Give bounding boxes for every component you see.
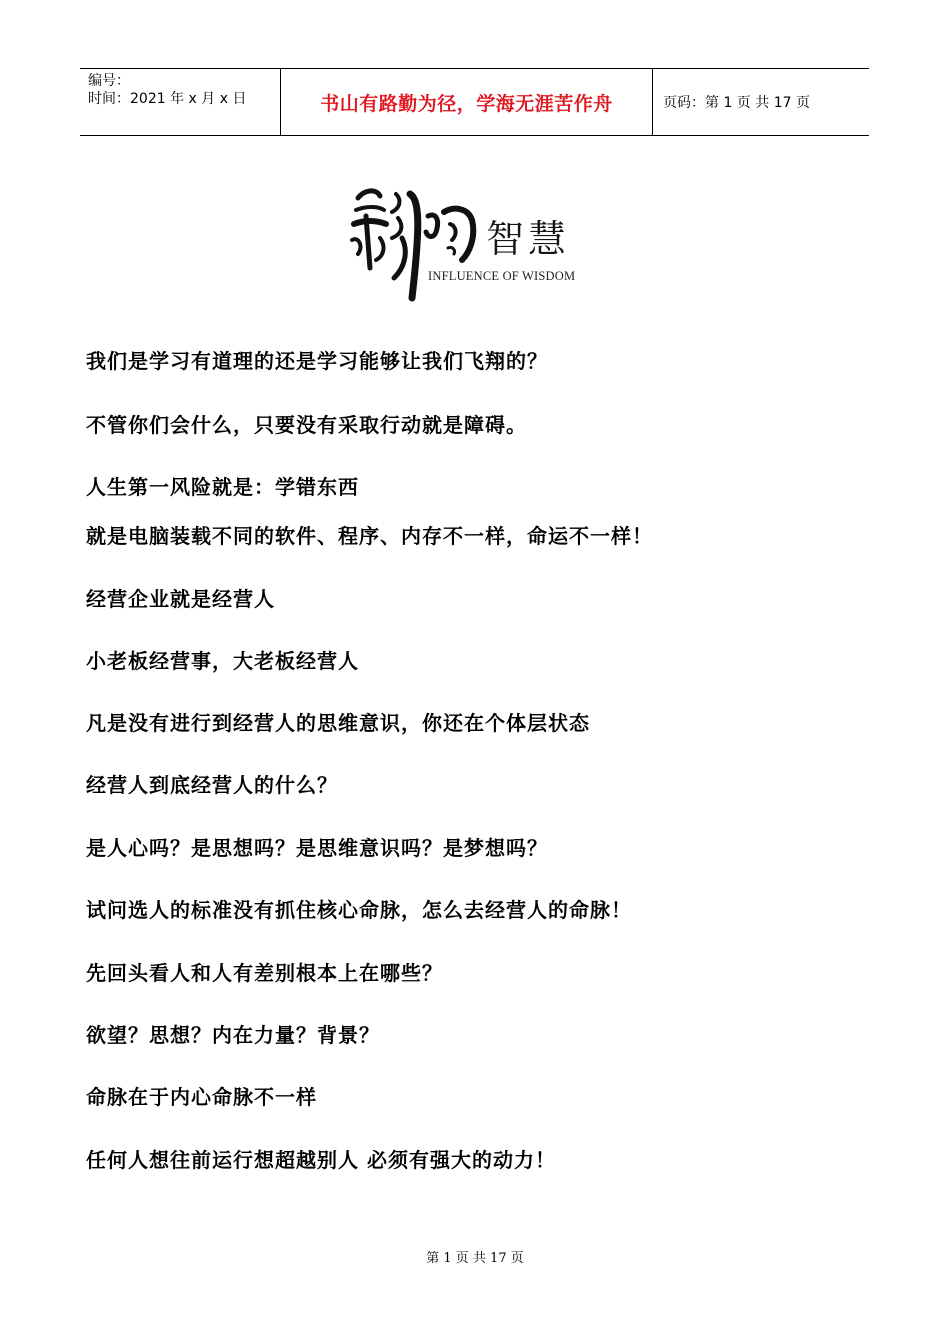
body-line: 经营企业就是经营人 (86, 587, 275, 611)
logo-chinese-text: 智慧 (486, 217, 571, 261)
header-motto-cell (281, 69, 653, 135)
document-date-label: 时间：2021 年 x 月 x 日 (88, 91, 247, 107)
body-line: 任何人想往前运行想超越别人 必须有强大的动力！ (86, 1148, 556, 1172)
body-line: 不管你们会什么，只要没有采取行动就是障碍。 (86, 413, 527, 437)
document-header (80, 68, 869, 136)
logo-english-text: INFLUENCE OF WISDOM (428, 269, 576, 283)
body-line: 我们是学习有道理的还是学习能够让我们飞翔的？ (86, 349, 548, 373)
header-page-label: 页码：第 1 页 共 17 页 (663, 95, 810, 111)
page-footer (0, 1247, 950, 1266)
body-line: 就是电脑装载不同的软件、程序、内存不一样，命运不一样！ (86, 524, 653, 548)
body-line: 人生第一风险就是：学错东西 (86, 475, 359, 499)
body-line: 是人心吗？是思想吗？是思维意识吗？是梦想吗？ (86, 836, 548, 860)
header-meta-cell (80, 69, 281, 135)
body-line: 试问选人的标准没有抓住核心命脉，怎么去经营人的命脉！ (86, 898, 632, 922)
body-line: 小老板经营事，大老板经营人 (86, 649, 359, 673)
header-motto: 书山有路勤为径，学海无涯苦作舟 (320, 92, 613, 115)
body-line: 命脉在于内心命脉不一样 (86, 1085, 317, 1109)
body-line: 欲望？思想？内在力量？背景？ (86, 1023, 380, 1047)
calligraphy-mark-icon (336, 176, 486, 311)
influence-of-wisdom-logo (336, 176, 616, 311)
footer-page-number: 第 1 页 共 17 页 (426, 1251, 524, 1266)
body-line: 凡是没有进行到经营人的思维意识，你还在个体层状态 (86, 711, 590, 735)
document-number-label: 编号： (88, 73, 130, 89)
body-line: 先回头看人和人有差别根本上在哪些？ (86, 961, 443, 985)
body-line: 经营人到底经营人的什么？ (86, 773, 338, 797)
header-page-cell (653, 69, 869, 135)
